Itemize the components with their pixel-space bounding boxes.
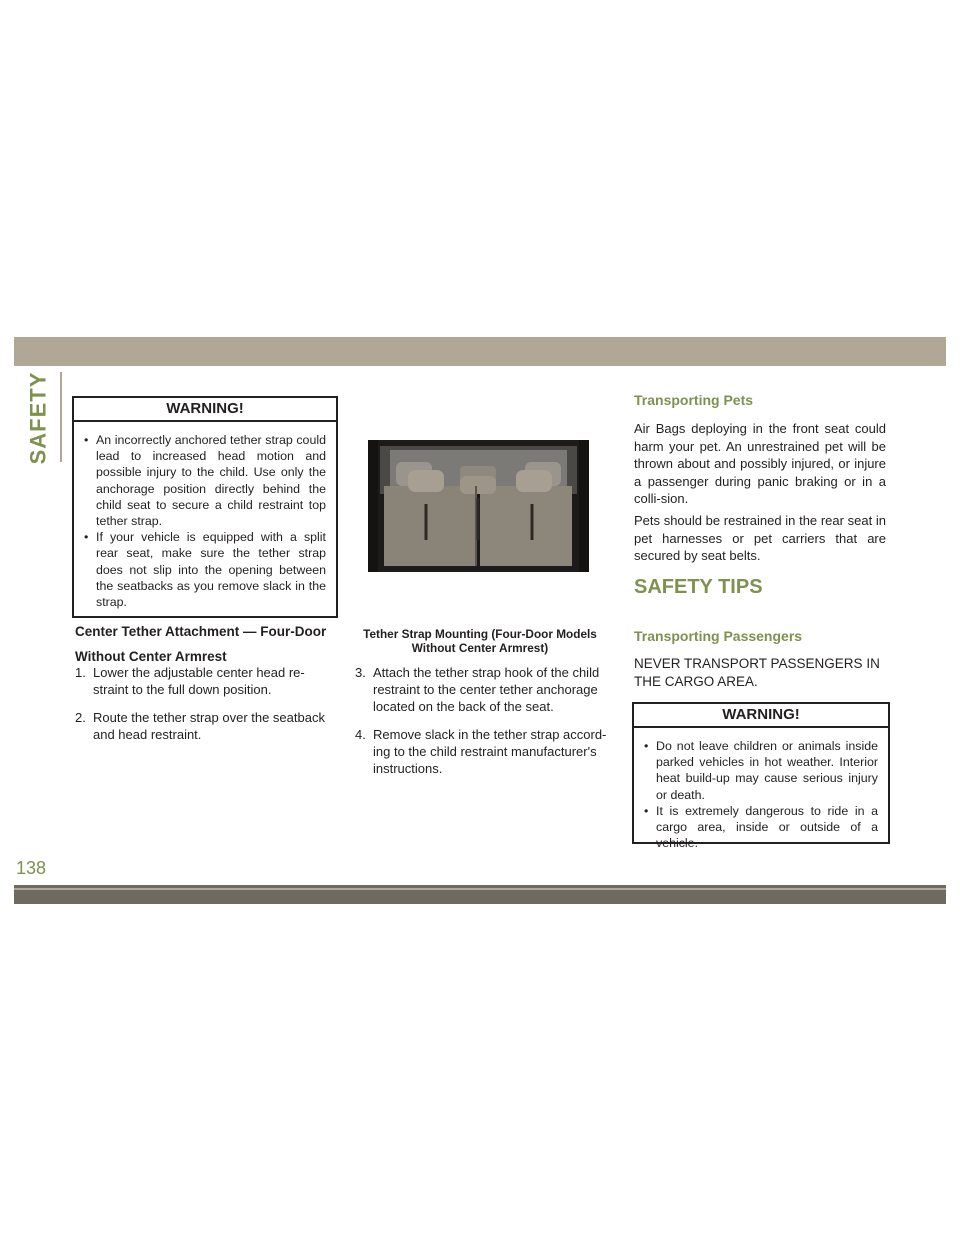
- section-tab-label: SAFETY: [25, 371, 51, 465]
- pets-paragraph: Pets should be restrained in the rear seat in pet harnesses or pet carriers that are secured by seat belts.: [634, 513, 886, 563]
- step-text: Remove slack in the tether strap accord-ing to the child restraint manufacturer's instructions.: [373, 727, 607, 776]
- warning-title: WARNING!: [634, 704, 888, 728]
- step-text: Route the tether strap over the seatback and head restraint.: [93, 710, 325, 742]
- subheading-line: Center Tether Attachment — Four-Door: [75, 624, 327, 639]
- step-item: [355, 726, 613, 777]
- tether-strap-photo: [368, 440, 589, 572]
- warning-box-passengers: [632, 702, 890, 851]
- seat-illustration: [368, 440, 589, 572]
- header-band: [14, 337, 946, 366]
- step-number: 1.: [75, 665, 86, 680]
- caption-line: Without Center Armrest): [411, 641, 549, 655]
- step-item: [75, 709, 337, 743]
- step-number: 4.: [355, 727, 366, 742]
- step-number: 2.: [75, 710, 86, 725]
- heading-transporting-pets: Transporting Pets: [634, 392, 754, 408]
- warning-list: [634, 728, 888, 851]
- subheading: [75, 622, 345, 667]
- warning-item: • Do not leave children or animals inside parked vehicles in hot weather. Interior heat build-up may cause serious injury or death.: [656, 738, 878, 803]
- section-tab: [10, 370, 66, 466]
- heading-safety-tips: SAFETY TIPS: [634, 576, 763, 598]
- step-item: [75, 664, 337, 698]
- step-item: [355, 664, 613, 715]
- step-number: 3.: [355, 665, 366, 680]
- pets-paragraph: Air Bags deploying in the front seat could harm your pet. An unrestrained pet will be thrown about and possibly injured, or injure a passenger during panic braking or in a colli-sion.: [634, 421, 886, 506]
- page-number: 138: [16, 858, 47, 878]
- warning-list: [74, 422, 336, 610]
- passengers-paragraph: NEVER TRANSPORT PASSENGERS IN THE CARGO AREA.: [634, 656, 880, 689]
- figure-caption: [358, 627, 602, 655]
- warning-item: • It is extremely dangerous to ride in a cargo area, inside or outside of a vehicle.: [656, 803, 878, 852]
- warning-box-tether: [72, 396, 338, 618]
- step-text: Lower the adjustable center head re-straint to the full down position.: [93, 665, 305, 697]
- subheading-line: Without Center Armrest: [75, 649, 227, 664]
- section-tab-rule: [60, 372, 62, 462]
- warning-item: • An incorrectly anchored tether strap could lead to increased head motion and possible injury to the child. Use only the anchorage position directly behind the child seat to secure a child restraint top tether strap.: [96, 432, 326, 529]
- footer-stripe: [14, 888, 946, 890]
- caption-line: Tether Strap Mounting (Four-Door Models: [363, 627, 597, 641]
- warning-item: • If your vehicle is equipped with a split rear seat, make sure the tether strap does not slip into the opening between the seatbacks as you remove slack in the strap.: [96, 529, 326, 610]
- heading-transporting-passengers: Transporting Passengers: [634, 628, 803, 644]
- warning-title: WARNING!: [74, 398, 336, 422]
- step-text: Attach the tether strap hook of the child restraint to the center tether anchorage located on the back of the seat.: [373, 665, 600, 714]
